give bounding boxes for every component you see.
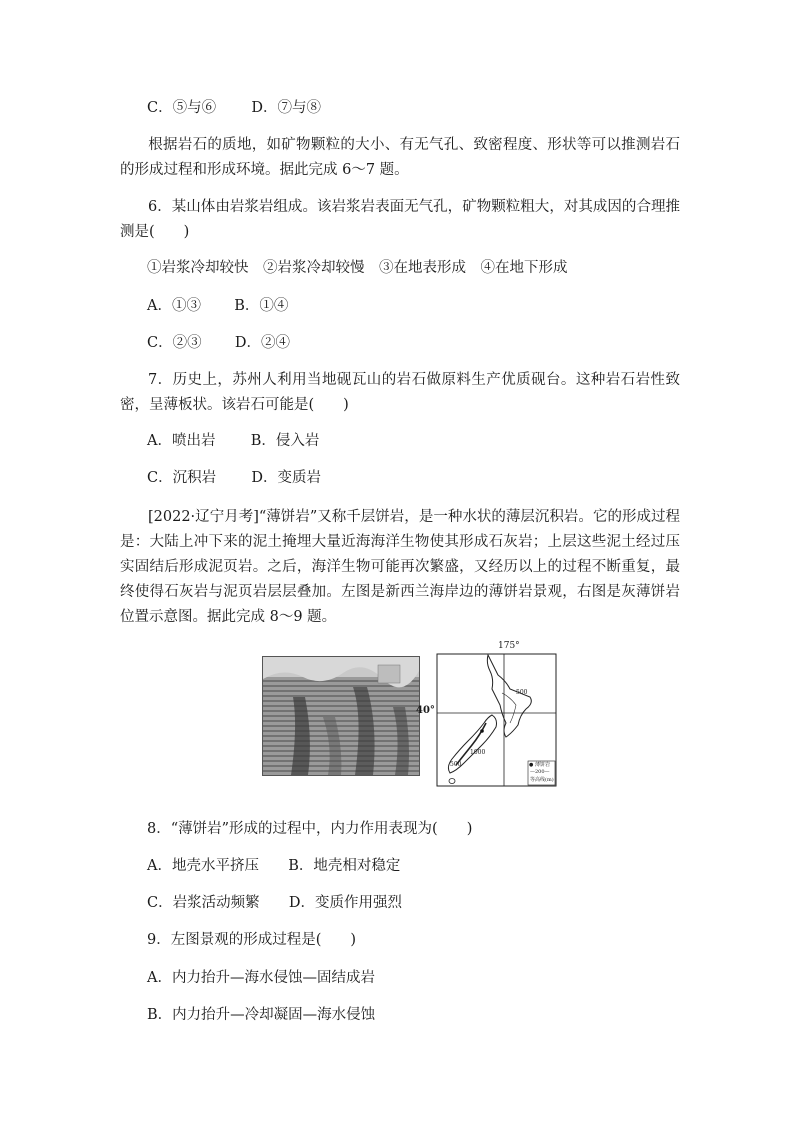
q5-options-cd [147,97,321,119]
question-9-stem: 9．左图景观的形成过程是( ) [147,932,357,948]
q6-option-b: B．①④ [234,298,289,314]
q5-option-c: C．⑤与⑥ [147,100,217,116]
q6-stem-text: 6．某山体由岩浆岩组成。该岩浆岩表面无气孔，矿物颗粒粗大，对其成因的合理推测是( ) [120,199,680,240]
q7-option-b: B．侵入岩 [250,433,320,449]
location-map [416,641,557,787]
q9-option-a: A．内力抬升—海水侵蚀—固结成岩 [147,970,375,986]
map-contour-1000: 1000 [470,749,486,756]
q6-option-c: C．②③ [147,335,202,351]
q8-option-d: D．变质作用强烈 [288,895,402,911]
map-contour-500-south: 500 [450,761,462,768]
q6-option-d: D．②④ [234,335,290,351]
pancake-rock-image [263,657,419,775]
map-latitude-label: 40° [416,705,435,716]
q9-option-b: B．内力抬升—冷却凝固—海水侵蚀 [147,1007,376,1023]
map-legend-contour: —200— [530,769,550,775]
intro-8-9-text: [2022·辽宁月考]“薄饼岩”又称千层饼岩，是一种水状的薄层沉积岩。它的形成过程是：大陆上冲下来的泥土掩埋大量近海海洋生物使其形成石灰岩；上层这些泥土经过压实固结后形成泥页岩。之后，海洋生物可能再次繁盛，又经历以上的过程不断重复，最终使得石灰岩与泥页岩层层叠加。左图是新西兰海岸边的薄饼岩景观，右图是灰薄饼岩位置示意图。据此完成 8～9 题。 [120,509,680,625]
intro-6-7 [120,133,680,183]
q8-option-c: C．岩浆活动频繁 [147,895,260,911]
map-legend-rock: ● 薄饼岩 [529,762,550,768]
map-longitude-label: 175° [498,641,520,651]
q8-options-cd [147,892,402,914]
map-legend-contour-desc: 等高线(m) [530,777,554,783]
intro-6-7-text: 根据岩石的质地，如矿物颗粒的大小、有无气孔、致密程度、形状等可以推测岩石的形成过程和形成环境。据此完成 6～7 题。 [120,137,680,178]
map-contour-500-north: 500 [516,689,528,696]
q7-options-cd [147,467,321,489]
q7-option-d: D．变质岩 [251,470,321,486]
q8-option-b: B．地壳相对稳定 [288,858,401,874]
q5-option-d: D．⑦与⑧ [251,100,321,116]
q7-option-c: C．沉积岩 [147,470,217,486]
question-7-stem [120,368,680,418]
q6-options-ab [147,295,288,317]
pancake-rock-photo [262,656,420,776]
q6-options-cd [147,332,290,354]
q7-stem-text: 7．历史上，苏州人利用当地砚瓦山的岩石做原料生产优质砚台。这种岩石岩性致密，呈薄板状。该岩石可能是( ) [120,372,680,413]
q8-option-a: A．地壳水平挤压 [147,858,259,874]
q6-option-a: A．①③ [147,298,201,314]
q7-options-ab [147,430,319,452]
q8-options-ab [147,855,400,877]
q7-option-a: A．喷出岩 [147,433,216,449]
question-8-stem: 8．“薄饼岩”形成的过程中，内力作用表现为( ) [147,821,473,837]
intro-8-9 [120,505,680,630]
q6-items: ①岩浆冷却较快 ②岩浆冷却较慢 ③在地表形成 ④在地下形成 [147,260,568,276]
question-6-stem [120,195,680,245]
